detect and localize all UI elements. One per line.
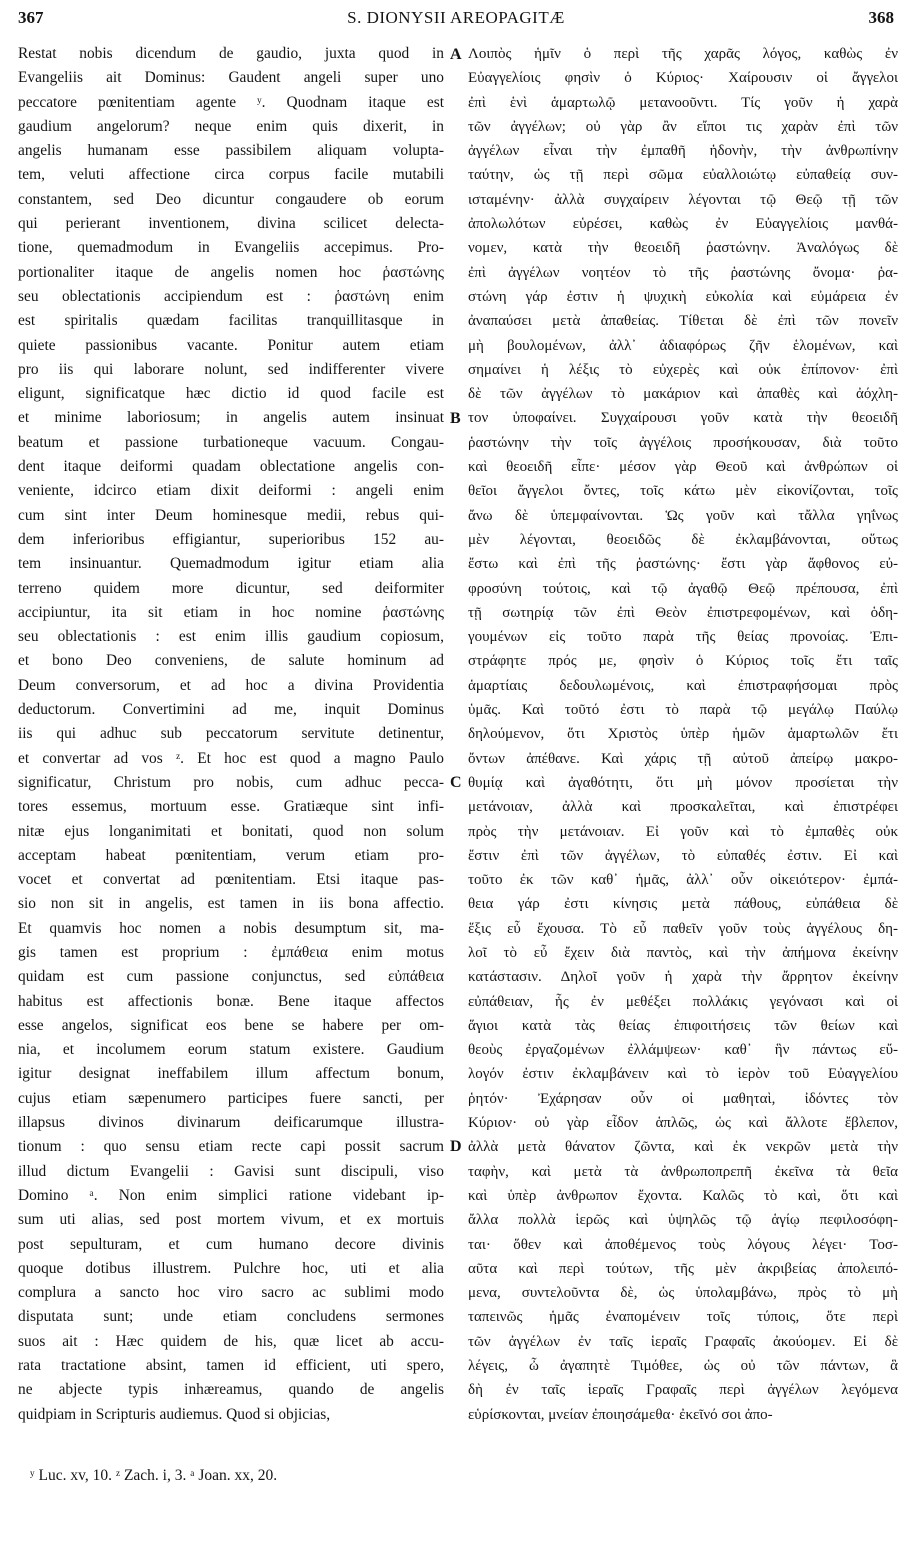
greek-text-line: Εὐαγγελίοις φησὶν ὁ Κύριος· Χαίρουσιν οἱ ἄγγελοι: [468, 70, 898, 87]
greek-text-line: λογόν ἐστιν ἐκλαμβάνειν καὶ τὸ ἱερὸν τοῦ Εὐαγγελίου: [468, 1066, 898, 1083]
margin-marker-b: B: [450, 410, 461, 427]
greek-text-line: ἕξις εὖ ἔχουσα. Τὸ εὖ παθεῖν γοῦν τοὺς ἀγγέλους δη-: [468, 920, 898, 937]
greek-column: [468, 42, 898, 1427]
greek-text-line: θεῖοι ἄγγελοι ὄντες, τοῖς κάτω μὲν εἰκονίζονται, τοῖς: [468, 483, 898, 500]
latin-text-line: esse angelos, significat eos bene se habere per om-: [18, 1016, 444, 1034]
greek-text-line: Κύριον· οὐ γὰρ εἶδον ἁπλῶς, ὡς καὶ ἄλλοτε ἔβλεπον,: [468, 1115, 898, 1132]
latin-text-line: deductorum. Convertimini ad me, inquit Dominus: [18, 701, 444, 719]
greek-text-line: μενα, συντελοῦντα δὲ, ὡς ὑπολαμβάνω, πρὸς τὸ μὴ: [468, 1285, 898, 1302]
latin-text-line: gis tamen est proprium : ἐμπάθεια enim motus: [18, 943, 444, 961]
greek-text-line: ἀλλὰ μετὰ θάνατον ζῶντα, καὶ ἐκ νεκρῶν μετὰ τὴν: [468, 1139, 898, 1156]
latin-text-line: est spiritalis quædam facilitas tranquillitasque in: [18, 312, 444, 330]
greek-text-line: θεοὺς ἐργαζομένων ἐλλάμψεων· καθ᾽ ἣν πάντως εὔ-: [468, 1042, 898, 1059]
greek-text-line: κατάστασιν. Δηλοῖ γοῦν ἡ χαρὰ τὴν ἄρρητον ἐκείνην: [468, 969, 898, 986]
latin-text-line: vocet et convertat ad pœnitentiam. Etsi itaque pas-: [18, 871, 444, 889]
latin-text-line: et minime laboriosum; in angelis autem insinuat: [18, 409, 444, 427]
latin-text-line: post sepulturam, et cum humano decore divinis: [18, 1235, 444, 1253]
greek-text-line: ἔστω καὶ ἐπὶ τῆς ῥαστώνης· ἔστι γὰρ ἄφθονος εὐ-: [468, 556, 898, 573]
greek-text-line: τον ὑποφαίνει. Συγχαίρουσι γοῦν κατὰ τὴν θεοειδῆ: [468, 410, 898, 427]
greek-text-line: πρὸς τὴν μετάνοιαν. Εἰ γοῦν καὶ τὸ ἐμπαθὲς οὐκ: [468, 823, 898, 840]
margin-marker-a: A: [450, 46, 462, 63]
greek-text-line: ἐπὶ ἀγγέλων νοητέον τὸ τῆς ῥαστώνης ὄνομα· ῥα-: [468, 264, 898, 281]
latin-text-line: complura a sancto hoc viro sacro ac sublimi modo: [18, 1284, 444, 1302]
greek-text-line: Λοιπὸς ἡμῖν ὁ περὶ τῆς χαρᾶς λόγος, καθὼς ἐν: [468, 46, 898, 62]
greek-text-line: αῦτα καὶ περὶ τούτων, τῆς μὲν ἀκριβείας ἀπολειπό-: [468, 1260, 898, 1277]
latin-text-line: gaudium angelorum? neque enim quis dixerit, in: [18, 117, 444, 135]
latin-text-line: Restat nobis dicendum de gaudio, juxta quod in: [18, 45, 444, 62]
latin-text-line: veniente, idcirco etiam dixit deiformi : angeli enim: [18, 482, 444, 500]
latin-text-line: sum uti alias, sed post mortem vivum, et ex mortuis: [18, 1211, 444, 1229]
greek-text-line: τοῦτο ἐκ τῶν καθ᾽ ἡμᾶς, ἀλλ᾽ οὖν οἰκειότερον· ἐμπά-: [468, 872, 898, 889]
latin-text-line: peccatore pœnitentiam agente ʸ. Quodnam itaque est: [18, 93, 444, 111]
latin-text-line: tem insinuantur. Quemadmodum igitur etiam alia: [18, 555, 444, 573]
greek-text-line: μὲν λέγονται, θεοειδῶς δὲ ἐκλαμβάνονται, οὕτως: [468, 531, 898, 548]
margin-marker-c: C: [450, 774, 462, 791]
latin-text-line: accipiuntur, ita sit etiam in hoc nomine ῥαστώνης: [18, 603, 444, 621]
greek-text-line: ἄλλα πολλὰ ἱερῶς καὶ ὑψηλῶς τῷ ἁγίῳ πεφιλοσόφη-: [468, 1212, 898, 1229]
latin-text-line: eligunt, significatque hæc dictio id quod facile est: [18, 385, 444, 403]
greek-text-line: ἄνω δὲ ὑπεμφαίνονται. Ὡς γοῦν καὶ τἄλλα γηΐνως: [468, 507, 898, 524]
latin-text-line: Evangeliis ait Dominus: Gaudent angeli super uno: [18, 69, 444, 87]
greek-text-line: ὄντων ἀπέθανε. Καὶ χάρις τῇ αὐτοῦ ἀπείρῳ μακρο-: [468, 750, 898, 767]
latin-text-line: et bono Deo conveniens, de salute hominum ad: [18, 652, 444, 670]
greek-text-line: ἅγιοι κατὰ τὰς θείας ἐπιφοιτήσεις τῶν θείων καὶ: [468, 1017, 898, 1034]
greek-text-line: θεια γάρ ἐστι κίνησις μετὰ πάθους, εὐπάθεια δὲ: [468, 896, 898, 913]
greek-text-line: ἀγγέλων εἶναι τὴν ἐμπαθῆ ἡδονὴν, τὴν ἀνθρωπίνην: [468, 143, 898, 160]
greek-text-line: νομεν, κατὰ τὴν θεοειδῆ ῥαστώνην. Ἀναλόγως δὲ: [468, 240, 898, 257]
greek-text-line: ῥαστώνην τὴν τοῖς ἀγγέλοις προσήκουσαν, διὰ τοῦτο: [468, 434, 898, 451]
greek-text-line: ται· ὅθεν καὶ ἀποθέμενος τοὺς λόγους λέγει· Τοσ-: [468, 1236, 898, 1253]
greek-text-line: μετάνοιαν, ἀλλὰ καὶ προσκαλεῖται, καὶ ἐπιστρέφει: [468, 799, 898, 816]
latin-text-line: beatum et passione turbationeque vacuum. Congau-: [18, 433, 444, 451]
greek-text-line: ταφὴν, καὶ μετὰ τὰ ἀνθρωποπρεπῆ ἐκεῖνα τὰ θεῖα: [468, 1163, 898, 1180]
latin-text-line: suos ait : Hæc quidem de his, quæ licet ab accu-: [18, 1332, 444, 1350]
latin-column: [18, 42, 444, 1427]
greek-text-line: δὲ τῶν ἀγγέλων τὸ μακάριον καὶ ἀπαθὲς καὶ ἀόχλη-: [468, 386, 898, 403]
greek-text-line: εὑρίσκονται, μνείαν ἐποιησάμεθα· ἐκεῖνό σοι ἀπο-: [468, 1406, 773, 1423]
greek-text-line: ταπεινῶς ἡμᾶς ἐναπομένειν τοῖς τύποις, ὅτε περὶ: [468, 1309, 898, 1326]
footnotes: ʸ Luc. xv, 10. ᶻ Zach. i, 3. ᵃ Joan. xx, 20.: [30, 1467, 278, 1484]
latin-text-line: disputata sunt; unde etiam concludens sermones: [18, 1308, 444, 1326]
latin-text-line: significatur, Christum pro nobis, cum adhuc pecca-: [18, 773, 444, 791]
latin-text-line: iis qui adhuc sub peccatorum servitute detinentur,: [18, 725, 444, 743]
latin-text-line: ne abjecte typis inhæreamus, quando de angelis: [18, 1381, 444, 1399]
greek-text-line: καὶ θεοειδῆ εἶπε· μέσον γὰρ Θεοῦ καὶ ἀνθρώπων οἱ: [468, 459, 898, 476]
greek-text-line: ταύτην, ὡς τῇ περὶ σῶμα εὐαλλοιώτῳ εὐπαθείᾳ συν-: [468, 167, 898, 184]
latin-text-line: tem, veluti affectione circa corpus facile mutabili: [18, 166, 444, 184]
greek-text-line: τῶν ἀγγέλων ἐν ταῖς ἱεραῖς Γραφαῖς ἀκούομεν. Εἰ δὲ: [468, 1333, 898, 1350]
greek-text-line: λέγεις, ὦ ἀγαπητὲ Τιμόθεε, ὡς οὐ τῶν πάντων, ἃ: [468, 1358, 898, 1375]
latin-text-line: seu oblectationis accipiendum est : ῥαστώνη enim: [18, 287, 444, 305]
latin-text-line: Deum conversorum, et ad hoc a divina Providentia: [18, 676, 444, 694]
latin-text-line: angelis humanam esse passibilem aliquam volupta-: [18, 142, 444, 160]
latin-text-line: igitur designat ineffabilem illum affectum bonum,: [18, 1065, 444, 1083]
greek-text-line: ἁμαρτίαις δεδουλωμένοις, καὶ ἐπιστραφήσομαι πρὸς: [468, 677, 898, 694]
latin-text-line: cujus etiam sæpenumero participes fuere sancti, per: [18, 1089, 444, 1107]
latin-text-line: dem inferioribus effigiantur, superioribus 152 au-: [18, 530, 444, 548]
greek-text-line: εὐπάθειαν, ἧς ἐν μεθέξει πολλάκις γεγόνασι καὶ οἱ: [468, 993, 898, 1010]
latin-text-line: tores essemus, mortuum esse. Gratiæque sint infi-: [18, 798, 444, 816]
greek-text-line: δὴ ἐν ταῖς ἱεραῖς Γραφαῖς περὶ ἀγγέλων λεγόμενα: [468, 1382, 898, 1399]
greek-text-line: σημαίνει ἡ λέξις τὸ εὐχερὲς καὶ οὐκ ἐπίπονον· ἐπὶ: [468, 361, 898, 378]
latin-text-line: qui perierant inventionem, divina scilicet delecta-: [18, 215, 444, 233]
greek-text-line: ῥητόν· Ἐχάρησαν οὖν οἱ μαθηταὶ, ἰδόντες τὸν: [468, 1090, 898, 1107]
margin-marker-d: D: [450, 1138, 462, 1155]
greek-text-line: θυμίᾳ καὶ ἀγαθότητι, ὅτι μὴ μόνον προσίεται τὴν: [468, 774, 898, 791]
latin-text-line: tione, quemadmodum in Evangeliis accepimus. Pro-: [18, 239, 444, 257]
latin-text-line: acceptam habeat pœnitentiam, verum etiam pro-: [18, 846, 444, 864]
latin-text-line: quoque dotibus illustrem. Pulchre hoc, uti et alia: [18, 1259, 444, 1277]
latin-text-line: seu oblectationis : est enim illis gaudium copiosum,: [18, 628, 444, 646]
latin-text-line: terreno quidem more dicuntur, sed deiformiter: [18, 579, 444, 597]
greek-text-line: καὶ ὑπὲρ ἀνθρωπον ἔχοντα. Καλῶς τὸ καὶ, ὅτι καὶ: [468, 1187, 898, 1204]
latin-text-line: constantem, sed Deo dicuntur congaudere ob eorum: [18, 190, 444, 208]
greek-text-line: λοῖ τὸ εὖ ἔχειν διὰ παντὸς, καὶ τὴν ἀπήμονα ἐκείνην: [468, 944, 898, 961]
latin-text-line: quiete passionibus vacante. Ponitur autem etiam: [18, 336, 444, 354]
greek-text-line: στράφητε πρός με, φησὶν ὁ Κύριος τοῖς ἔτι ταῖς: [468, 653, 898, 670]
latin-text-line: quidam est cum passione conjunctus, sed εὐπάθεια: [18, 968, 444, 986]
greek-text-line: τῶν ἀγγέλων; οὐ γὰρ ἂν εἴποι τις χαρὰν ἐπὶ τῶν: [468, 118, 898, 135]
latin-text-line: dent itaque deiformi quadam oblectatione angelis con-: [18, 458, 444, 476]
latin-text-line: illud dictum Evangelii : Gavisi sunt discipuli, viso: [18, 1162, 444, 1180]
greek-text-line: δηλούμενον, ὅτι Χριστὸς ὑπὲρ ἡμῶν ἁμαρτωλῶν ἔτι: [468, 726, 898, 743]
greek-text-line: ἀπολωλότων εὑρέσει, καθὼς ἐν Εὐαγγελίοις μανθά-: [468, 216, 898, 233]
latin-text-line: nitæ ejus longanimitati et bonitati, quod non solum: [18, 822, 444, 840]
latin-text-line: quidpiam in Scripturis audiemus. Quod si objicias,: [18, 1405, 331, 1423]
greek-text-line: ὑμᾶς. Καὶ τοῦτό ἐστι τὸ παρὰ τῷ μεγάλῳ Παύλῳ: [468, 702, 898, 719]
right-page-number: 368: [868, 8, 894, 27]
greek-text-line: τῇ σωτηρίᾳ τῶν ἐπὶ Θεὸν ἐπιστρεφομένων, καὶ ὁδη-: [468, 604, 898, 621]
latin-text-line: et convertar ad vos ᶻ. Et hoc est quod a magno Paulo: [18, 749, 444, 767]
latin-text-line: pro iis qui laborare nolunt, sed indifferenter vivere: [18, 360, 444, 378]
greek-text-line: μὴ βουλομένων, ἀλλ᾽ ἀδιαφόρως ζῆν ἑλομένων, καὶ: [468, 337, 898, 354]
greek-text-line: ισταμένην· ἀλλὰ συγχαίρειν λέγονται τῷ Θεῷ τῇ τῶν: [468, 191, 898, 208]
greek-text-line: γουμένων εἰς τοῦτο παρὰ τῆς θείας προνοίας. Ἐπι-: [468, 629, 898, 646]
latin-text-line: Domino ᵃ. Non enim simplici ratione videbant ip-: [18, 1186, 444, 1204]
greek-text-line: στώνη γάρ ἐστιν ἡ ψυχικὴ εὐκολία καὶ εὐμάρεια ἐν: [468, 288, 898, 305]
latin-text-line: portionaliter itaque de angelis nomen hoc ῥαστώνης: [18, 263, 444, 281]
greek-text-line: ἐπὶ ἑνὶ ἁμαρτωλῷ μετανοοῦντι. Τίς γοῦν ἡ χαρὰ: [468, 94, 898, 111]
greek-text-line: ἔστιν ἐπὶ τῶν ἀγγέλων, τὸ εὐπαθές ἐστιν. Εἰ καὶ: [468, 847, 898, 864]
running-title: S. DIONYSII AREOPAGITÆ: [347, 8, 565, 27]
latin-text-line: habitus est affectionis bonæ. Bene itaque affectos: [18, 992, 444, 1010]
latin-text-line: sio non sit in angelis, est tamen in iis bona affectio.: [18, 895, 444, 913]
latin-text-line: cum sint inter Deum hominesque medii, rebus qui-: [18, 506, 444, 524]
latin-text-line: illapsus divinos divinarum deificarumque illustra-: [18, 1114, 444, 1132]
latin-text-line: Et quamvis hoc nomen a nobis desumptum sit, ma-: [18, 919, 444, 937]
latin-text-line: tionum : quo sensu etiam recte capi possit sacrum: [18, 1138, 444, 1156]
latin-text-line: rata tractatione absint, tamen id efficient, uti spero,: [18, 1357, 444, 1375]
page-header: [18, 8, 894, 34]
greek-text-line: ἀναπαύσει μετὰ ἀπαθείας. Τίθεται δὲ ἐπὶ τῶν πονεῖν: [468, 313, 898, 330]
latin-text-line: nia, et incolumem eorum statum existere. Gaudium: [18, 1041, 444, 1059]
left-page-number: 367: [18, 8, 44, 27]
greek-text-line: φροσύνη τούτοις, καὶ τῷ ἀγαθῷ Θεῷ πρέπουσα, ἐπὶ: [468, 580, 898, 597]
